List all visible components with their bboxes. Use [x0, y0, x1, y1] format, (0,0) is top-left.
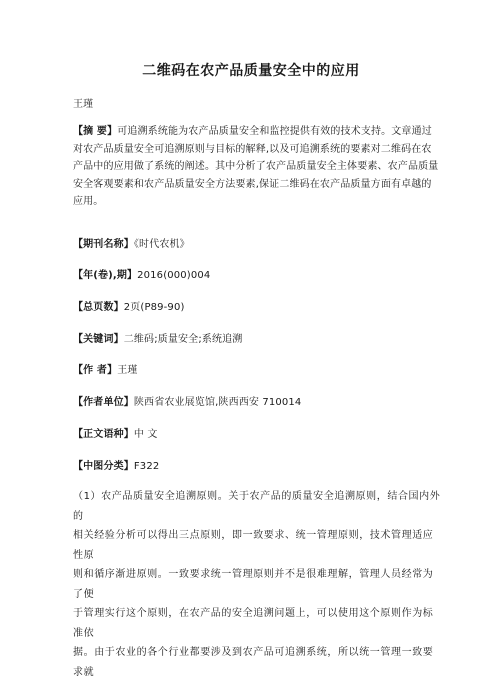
meta-author — [73, 362, 443, 380]
abstract-text: 可追溯系统能为农产品质量安全和监控提供有效的技术支持。文章通过 — [117, 126, 432, 137]
abstract-line: 安全客观要素和农产品质量安全方法要素,保证二维码在农产品质量方面有卓越的 — [73, 178, 432, 190]
journal-value: 《时代农机》 — [133, 239, 190, 250]
author-label: 【作 者】 — [73, 365, 118, 376]
abstract-line: 产品中的应用做了系统的阐述。其中分析了农产品质量安全主体要素、农产品质量 — [73, 161, 439, 172]
body-paragraph — [73, 487, 443, 682]
language-label: 【正文语种】 — [73, 429, 134, 440]
unit-value: 陕西省农业展览馆,陕西西安 710014 — [133, 397, 302, 408]
abstract-line: 应用。 — [73, 196, 104, 207]
meta-language — [73, 426, 443, 444]
language-value: 中 文 — [133, 429, 158, 440]
body-line: 则和循序渐进原则。一致要求统一管理原则并不是很难理解，管理人员经常为了便 — [73, 569, 434, 600]
pages-value: 2页(P89-90) — [123, 302, 185, 313]
unit-label: 【作者单位】 — [73, 397, 134, 408]
abstract-label: 【摘 要】 — [73, 126, 118, 137]
meta-journal — [73, 236, 443, 254]
body-line: 于管理实行这个原则，在农产品的安全追溯问题上，可以使用这个原则作为标准依 — [73, 608, 434, 639]
journal-label: 【期刊名称】 — [73, 239, 134, 250]
body-line: 据。由于农业的各个行业都要涉及到农产品可追溯系统，所以统一管理一致要求就 — [73, 647, 434, 678]
meta-classification — [73, 458, 443, 476]
meta-year — [73, 267, 443, 285]
keywords-value: 二维码;质量安全;系统追溯 — [123, 334, 243, 345]
classification-value: F322 — [133, 461, 160, 472]
abstract-line: 对农产品质量安全可追溯原则与目标的解释,以及可追溯系统的要素对二维码在农 — [73, 143, 432, 155]
year-label: 【年(卷),期】 — [73, 270, 138, 281]
author-value: 王瑾 — [117, 365, 138, 376]
abstract-section — [73, 123, 443, 211]
meta-unit — [73, 394, 443, 412]
pages-label: 【总页数】 — [73, 302, 124, 313]
meta-pages — [73, 299, 443, 317]
document-title: 二维码在农产品质量安全中的应用 — [142, 63, 360, 79]
meta-keywords — [73, 331, 443, 349]
body-line: （1）农产品质量安全追溯原则。关于农产品的质量安全追溯原则，结合国内外的 — [73, 491, 441, 522]
body-line: 相关经验分析可以得出三点原则，即一致要求、统一管理原则，技术管理适应性原 — [73, 530, 434, 561]
year-value: 2016(000)004 — [137, 270, 211, 281]
author-name: 王瑾 — [73, 99, 94, 110]
abstract-line — [73, 123, 443, 141]
keywords-label: 【关键词】 — [73, 334, 124, 345]
classification-label: 【中图分类】 — [73, 461, 134, 472]
